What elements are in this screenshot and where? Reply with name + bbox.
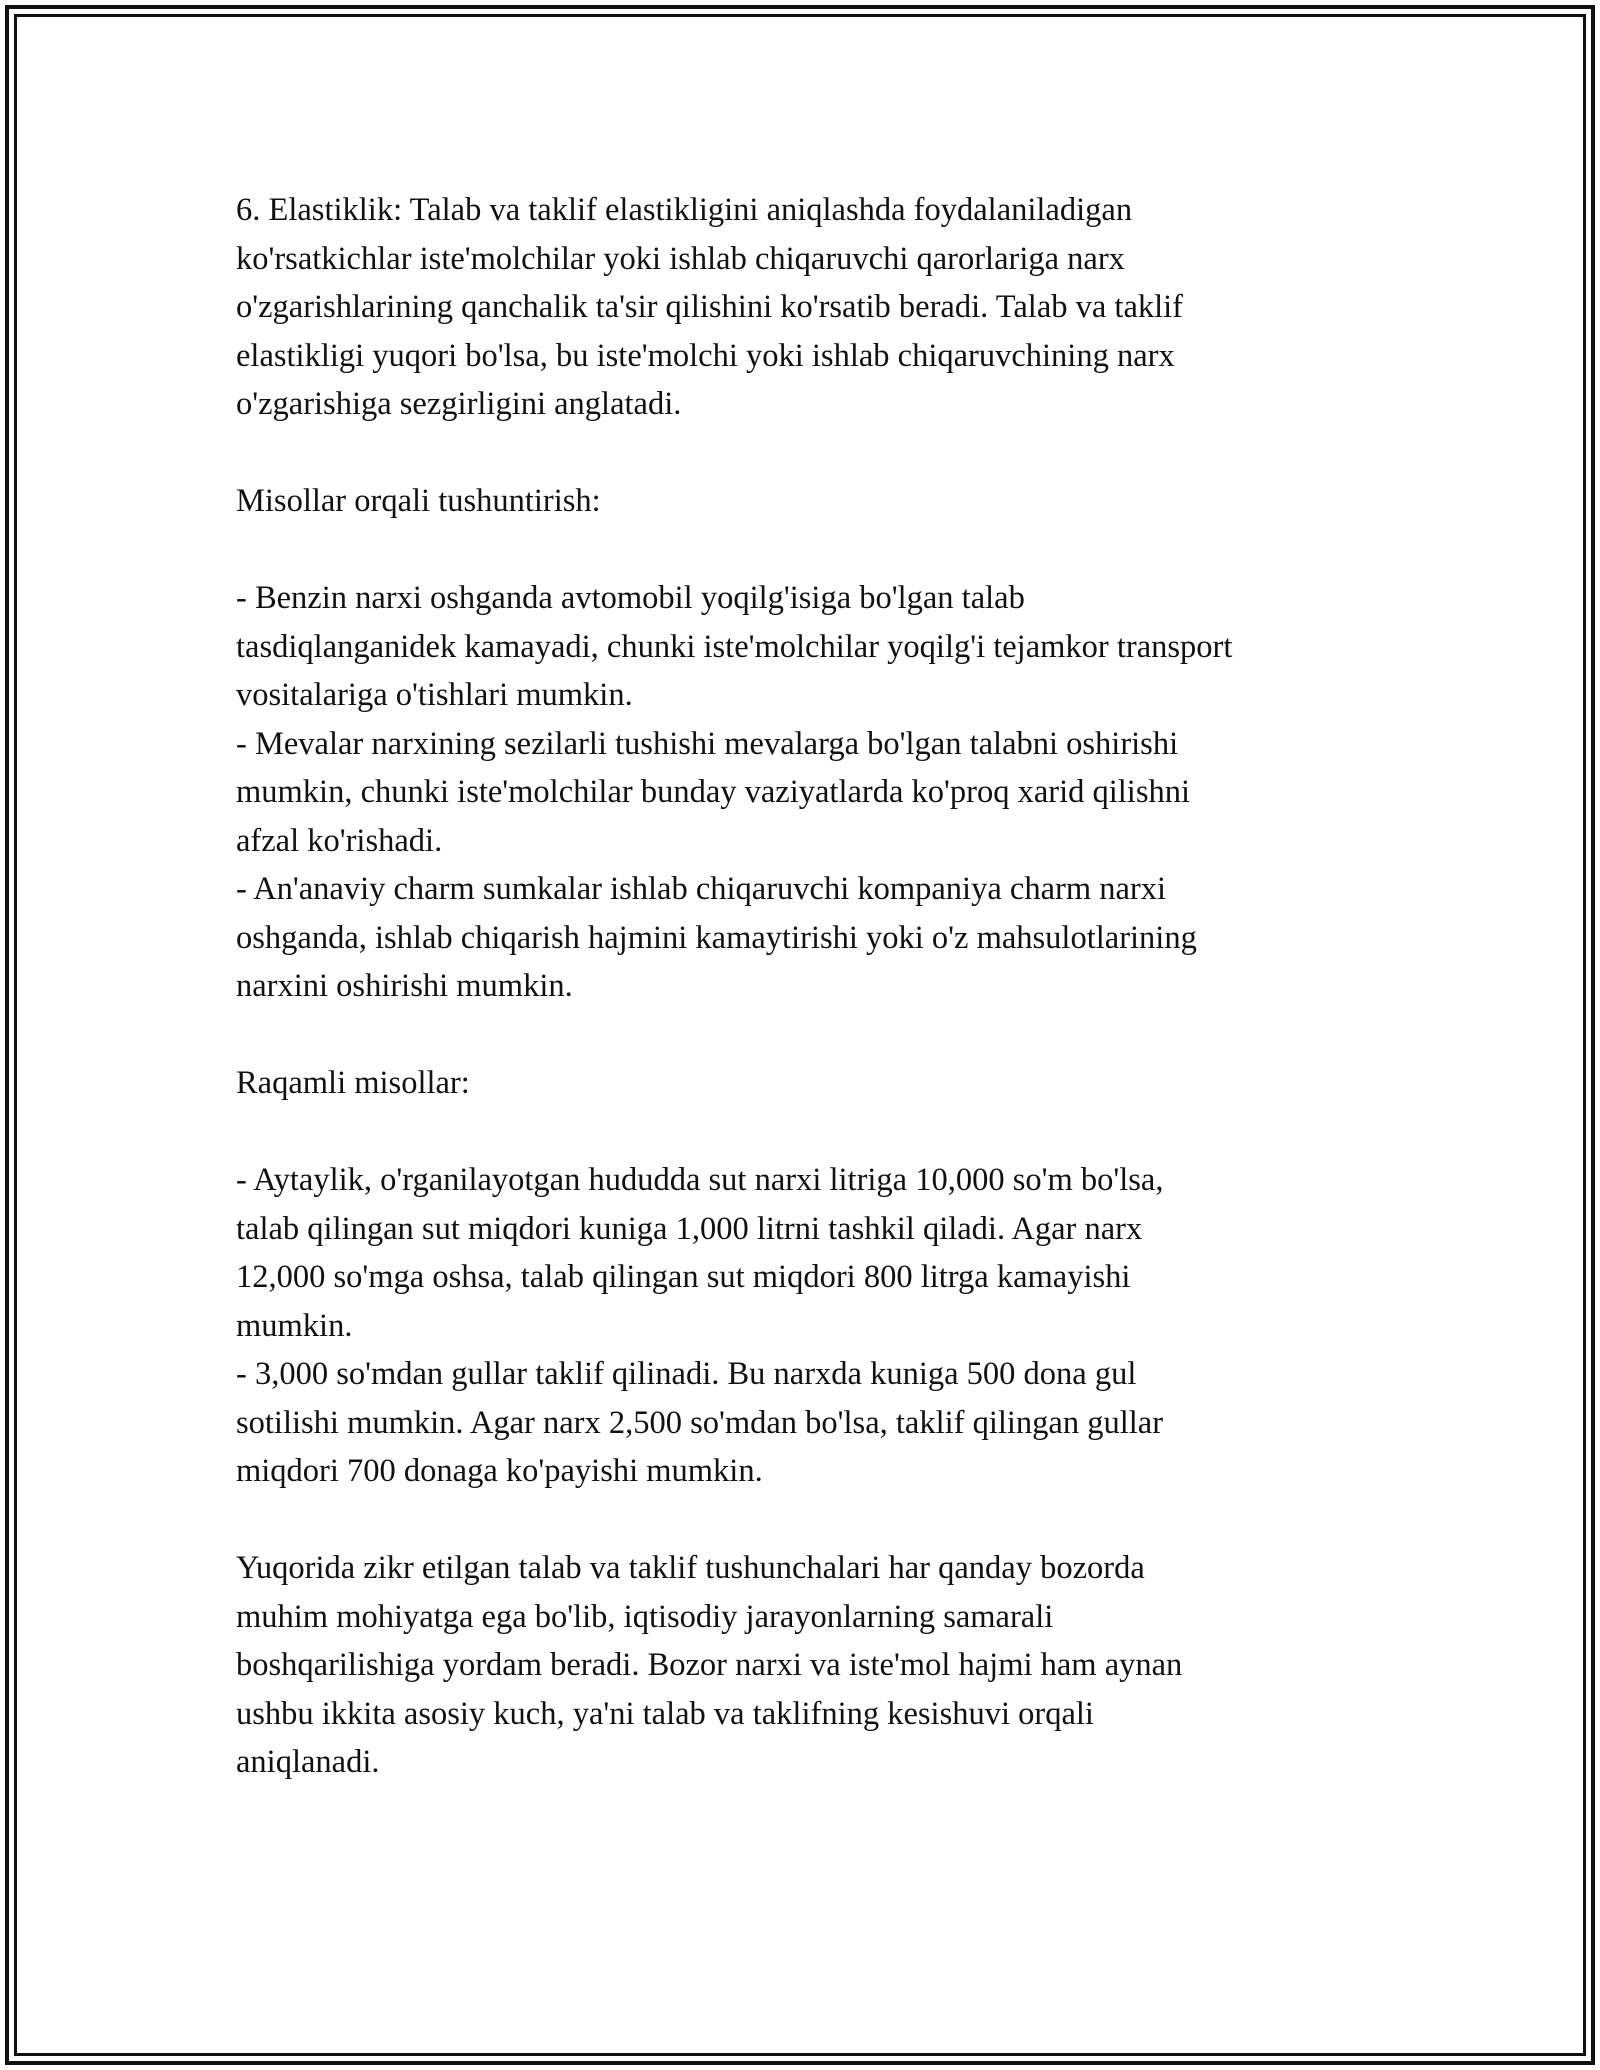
elasticity-paragraph	[236, 186, 1396, 429]
text-line: mumkin.	[236, 1307, 353, 1344]
text-line: miqdori 700 donaga ko'payishi mumkin.	[236, 1453, 763, 1489]
paragraph-gap	[236, 1011, 1396, 1060]
text-line: - Benzin narxi oshganda avtomobil yoqilg'isiga bo'lgan talab	[236, 580, 1025, 616]
text-line: - Mevalar narxining sezilarli tushishi mevalarga bo'lgan talabni oshirishi	[236, 725, 1179, 762]
numeric-examples-heading: Raqamli misollar:	[236, 1065, 470, 1101]
text-line: talab qilingan sut miqdori kuniga 1,000 litrni tashkil qiladi. Agar narx	[236, 1210, 1143, 1247]
paragraph-gap	[236, 526, 1396, 575]
text-line: oshganda, ishlab chiqarish hajmini kamaytirishi yoki o'z mahsulotlarining	[236, 919, 1197, 956]
conclusion-paragraph	[236, 1544, 1396, 1787]
text-line: aniqlanadi.	[236, 1744, 380, 1780]
text-line: 12,000 so'mga oshsa, talab qilingan sut miqdori 800 litrga kamayishi	[236, 1259, 1131, 1295]
document-body	[236, 186, 1396, 1787]
text-line: ko'rsatkichlar iste'molchilar yoki ishlab chiqaruvchi qarorlariga narx	[236, 240, 1125, 277]
text-line: afzal ko'rishadi.	[236, 822, 443, 859]
text-line: muhim mohiyatga ega bo'lib, iqtisodiy jarayonlarning samarali	[236, 1598, 1054, 1635]
text-line: - 3,000 so'mdan gullar taklif qilinadi. Bu narxda kuniga 500 dona gul	[236, 1356, 1137, 1392]
text-line: ushbu ikkita asosiy kuch, ya'ni talab va taklifning kesishuvi orqali	[236, 1695, 1094, 1732]
paragraph-gap	[236, 429, 1396, 478]
text-line: mumkin, chunki iste'molchilar bunday vaziyatlarda ko'proq xarid qilishni	[236, 774, 1191, 810]
paragraph-gap	[236, 1496, 1396, 1545]
text-line: - Aytaylik, o'rganilayotgan hududda sut narxi litriga 10,000 so'm bo'lsa,	[236, 1162, 1164, 1198]
examples-heading: Misollar orqali tushuntirish:	[236, 483, 601, 519]
text-line: vositalariga o'tishlari mumkin.	[236, 677, 633, 713]
text-line: - An'anaviy charm sumkalar ishlab chiqaruvchi kompaniya charm narxi	[236, 871, 1166, 907]
text-line: sotilishi mumkin. Agar narx 2,500 so'mdan bo'lsa, taklif qilingan gullar	[236, 1404, 1164, 1441]
text-line: o'zgarishlarining qanchalik ta'sir qilishini ko'rsatib beradi. Talab va taklif	[236, 289, 1184, 325]
numeric-examples-list	[236, 1156, 1396, 1496]
text-line: o'zgarishiga sezgirligini anglatadi.	[236, 386, 682, 422]
text-line: Yuqorida zikr etilgan talab va taklif tushunchalari har qanday bozorda	[236, 1550, 1145, 1586]
paragraph-gap	[236, 1108, 1396, 1157]
text-line: elastikligi yuqori bo'lsa, bu iste'molchi yoki ishlab chiqaruvchining narx	[236, 337, 1175, 374]
text-line: 6. Elastiklik: Talab va taklif elastikligini aniqlashda foydalaniladigan	[236, 192, 1133, 228]
examples-list	[236, 574, 1396, 1011]
text-line: narxini oshirishi mumkin.	[236, 968, 573, 1004]
text-line: boshqarilishiga yordam beradi. Bozor narxi va iste'mol hajmi ham aynan	[236, 1647, 1183, 1683]
text-line: tasdiqlanganidek kamayadi, chunki iste'molchilar yoqilg'i tejamkor transport	[236, 628, 1233, 665]
